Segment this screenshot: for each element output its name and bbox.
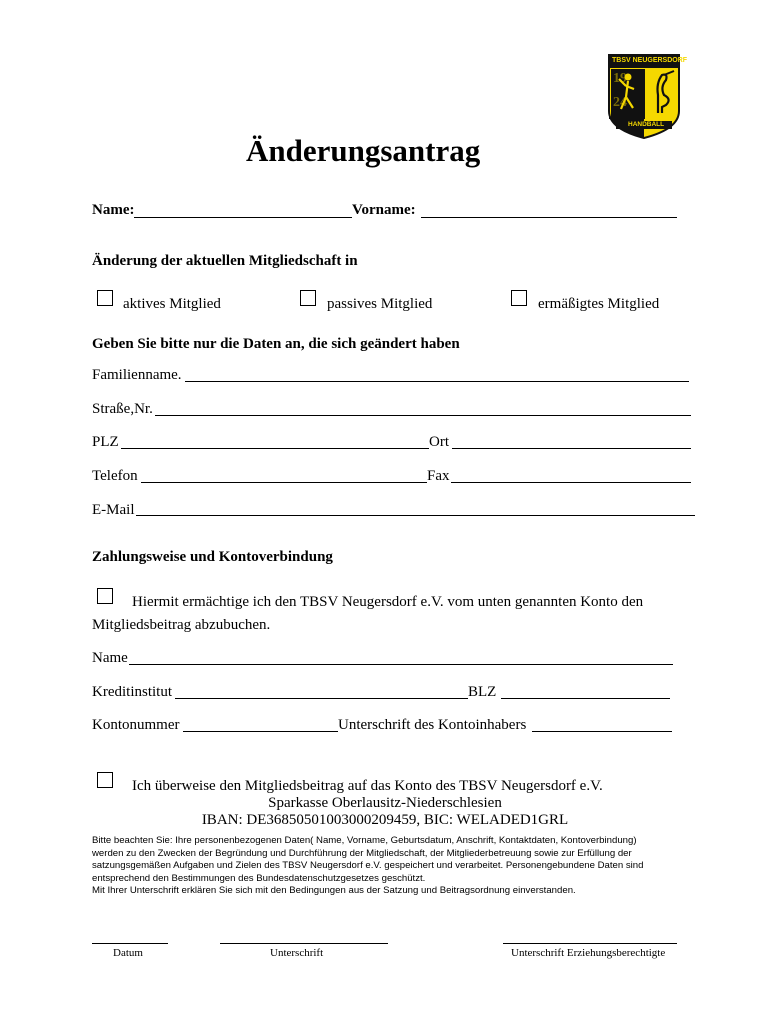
debit-text-line1: Hiermit ermächtige ich den TBSV Neugersdorf e.V. vom unten genannten Konto den <box>132 594 644 610</box>
option-reduced-member: ermäßigtes Mitglied <box>538 296 660 312</box>
privacy-line: werden zu den Zwecken der Begründung und Durchführung der Mitgliedschaft, der Mitgliederbetreuung sowie zur Erfüllung der <box>92 847 632 859</box>
vorname-label: Vorname: <box>352 202 416 218</box>
logo-year-top: 19 <box>613 71 627 86</box>
kreditinstitut-field[interactable] <box>175 698 468 699</box>
vorname-field[interactable] <box>421 217 677 218</box>
blz-field[interactable] <box>501 698 670 699</box>
email-field[interactable] <box>136 515 695 516</box>
membership-heading: Änderung der aktuellen Mitgliedschaft in <box>92 253 358 269</box>
privacy-line: satzungsgemäßen Aufgaben und Zielen des TBSV Neugersdorf e.V. gespeichert und verarbeitet. Personengebundene Daten sind <box>92 860 644 871</box>
erziehungsberechtigte-signature-field[interactable] <box>503 943 677 944</box>
telefon-label: Telefon <box>92 468 138 484</box>
datum-label: Datum <box>113 947 143 959</box>
blz-label: BLZ <box>468 684 497 700</box>
checkbox-direct-debit[interactable] <box>97 588 113 604</box>
unterschrift-field[interactable] <box>220 943 388 944</box>
name-field[interactable] <box>134 217 352 218</box>
account-name-label: Name <box>92 650 128 666</box>
option-passive-member: passives Mitglied <box>327 296 433 312</box>
changes-heading: Geben Sie bitte nur die Daten an, die sich geändert haben <box>92 336 460 352</box>
familienname-label: Familienname. <box>92 367 182 383</box>
unterschrift-label: Unterschrift <box>270 947 324 959</box>
payment-heading: Zahlungsweise und Kontoverbindung <box>92 549 333 565</box>
erziehungsberechtigte-label: Unterschrift Erziehungsberechtigte <box>511 947 666 959</box>
privacy-notice <box>92 835 643 898</box>
datum-field[interactable] <box>92 943 168 944</box>
checkbox-active-member[interactable] <box>97 290 113 306</box>
option-active-member: aktives Mitglied <box>123 296 221 312</box>
privacy-line: Mit Ihrer Unterschrift erklären Sie sich mit den Bedingungen aus der Satzung und Beitragsordnung einverstanden. <box>92 885 576 896</box>
fax-field[interactable] <box>451 482 691 483</box>
email-label: E-Mail <box>92 502 135 518</box>
account-name-field[interactable] <box>129 664 673 665</box>
logo-year-bottom: 24 <box>613 95 627 110</box>
checkbox-reduced-member[interactable] <box>511 290 527 306</box>
fax-label: Fax <box>427 468 450 484</box>
page-title: Änderungsantrag <box>246 133 481 168</box>
checkbox-passive-member[interactable] <box>300 290 316 306</box>
kreditinstitut-label: Kreditinstitut <box>92 684 172 700</box>
ort-label: Ort <box>429 434 449 450</box>
kontoinhaber-signature-label: Unterschrift des Kontoinhabers <box>338 717 527 733</box>
transfer-text-line1: Ich überweise den Mitgliedsbeitrag auf das Konto des TBSV Neugersdorf e.V. <box>132 778 603 794</box>
logo-bottom-text: HANDBALL <box>628 121 665 128</box>
telefon-field[interactable] <box>141 482 427 483</box>
plz-label: PLZ <box>92 434 119 450</box>
plz-field[interactable] <box>121 448 429 449</box>
familienname-field[interactable] <box>185 381 689 382</box>
kontonummer-label: Kontonummer <box>92 717 180 733</box>
club-logo <box>606 53 688 140</box>
debit-text-line2: Mitgliedsbeitrag abzubuchen. <box>92 617 271 633</box>
name-label: Name: <box>92 202 135 218</box>
privacy-line: entsprechend den Bestimmungen des Bundesdatenschutzgesetzes geschützt. <box>92 872 426 884</box>
kontonummer-field[interactable] <box>183 731 338 732</box>
transfer-iban-bic: IBAN: DE36850501003000209459, BIC: WELADED1GRL <box>201 812 569 828</box>
strasse-field[interactable] <box>155 415 691 416</box>
strasse-label: Straße,Nr. <box>92 401 153 417</box>
kontoinhaber-signature-field[interactable] <box>532 731 672 732</box>
privacy-line: Bitte beachten Sie: Ihre personenbezogenen Daten( Name, Vorname, Geburtsdatum, Anschrift, Kontaktdaten, Kontoverbindung) <box>92 835 637 846</box>
logo-top-text: TBSV NEUGERSDORF <box>612 57 688 64</box>
checkbox-bank-transfer[interactable] <box>97 772 113 788</box>
ort-field[interactable] <box>452 448 691 449</box>
transfer-bank-name: Sparkasse Oberlausitz-Niederschlesien <box>268 795 502 811</box>
